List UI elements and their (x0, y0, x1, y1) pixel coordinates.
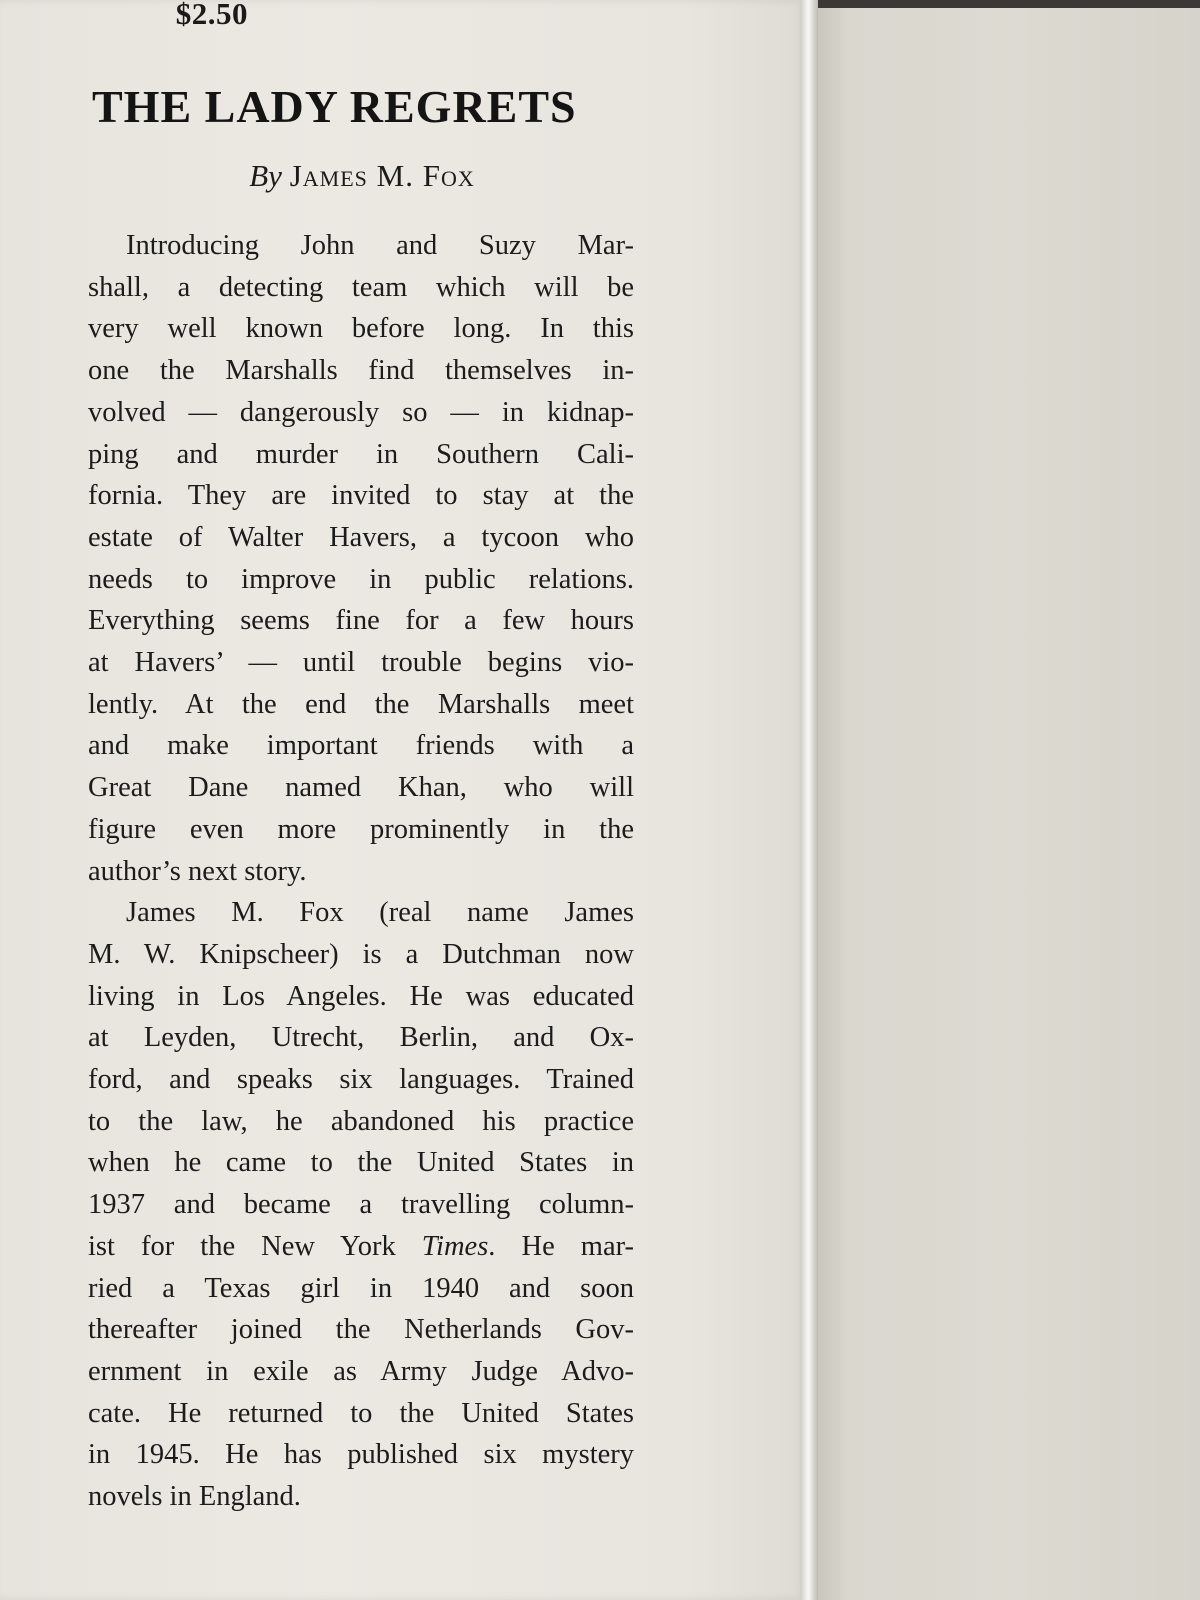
text-line: estate of Walter Havers, a tycoon who (88, 521, 634, 553)
blurb-text (88, 225, 634, 1518)
text-line: 1937 and became a travelling column- (88, 1189, 634, 1221)
blank-jacket-panel (818, 8, 1200, 1600)
text-line: M. W. Knipscheer) is a Dutchman now (88, 938, 634, 970)
text-line: needs to improve in public relations. (88, 563, 634, 595)
text-segment: ist for the New York (88, 1230, 422, 1262)
text-line: cate. He returned to the United States (88, 1397, 634, 1429)
price-label: $2.50 (175, 0, 248, 31)
text-line: to the law, he abandoned his practice (88, 1105, 634, 1137)
byline (92, 158, 632, 194)
text-line: ernment in exile as Army Judge Advo- (88, 1355, 634, 1387)
text-line: when he came to the United States in (88, 1147, 634, 1179)
text-line: at Leyden, Utrecht, Berlin, and Ox- (88, 1022, 634, 1054)
author-name: James M. Fox (289, 158, 475, 193)
book-title: THE LADY REGRETS (92, 81, 577, 132)
text-line: volved — dangerously so — in kidnap- (88, 396, 634, 428)
text-line: shall, a detecting team which will be (88, 271, 634, 303)
text-line: ping and murder in Southern Cali- (88, 438, 634, 470)
newspaper-title: Times (421, 1230, 489, 1262)
text-line: thereafter joined the Netherlands Gov- (88, 1314, 634, 1346)
text-segment: . He mar- (488, 1230, 635, 1262)
text-line: in 1945. He has published six mystery (88, 1439, 634, 1471)
text-line: fornia. They are invited to stay at the (88, 480, 634, 512)
text-line: figure even more prominently in the (88, 813, 634, 845)
text-line: author’s next story. (88, 855, 307, 887)
text-line: ried a Texas girl in 1940 and soon (88, 1272, 634, 1304)
byline-by: By (249, 158, 282, 193)
text-line: one the Marshalls find themselves in- (88, 355, 634, 387)
synopsis-paragraph (88, 225, 634, 892)
author-bio-paragraph (88, 892, 634, 1518)
text-line: living in Los Angeles. He was educated (88, 980, 634, 1012)
text-line: and make important friends with a (88, 730, 634, 762)
text-line: lently. At the end the Marshalls meet (88, 688, 634, 720)
text-line: James M. Fox (real name James (126, 897, 634, 929)
flap-fold (800, 0, 818, 1600)
text-line: Everything seems fine for a few hours (88, 605, 634, 637)
text-line: at Havers’ — until trouble begins vio- (88, 647, 634, 679)
text-line: ford, and speaks six languages. Trained (88, 1064, 634, 1096)
text-line: Introducing John and Suzy Mar- (126, 230, 634, 261)
text-line: very well known before long. In this (88, 313, 634, 345)
text-line: Great Dane named Khan, who will (88, 772, 634, 804)
text-line: novels in England. (88, 1481, 301, 1513)
text-line (88, 1226, 634, 1268)
